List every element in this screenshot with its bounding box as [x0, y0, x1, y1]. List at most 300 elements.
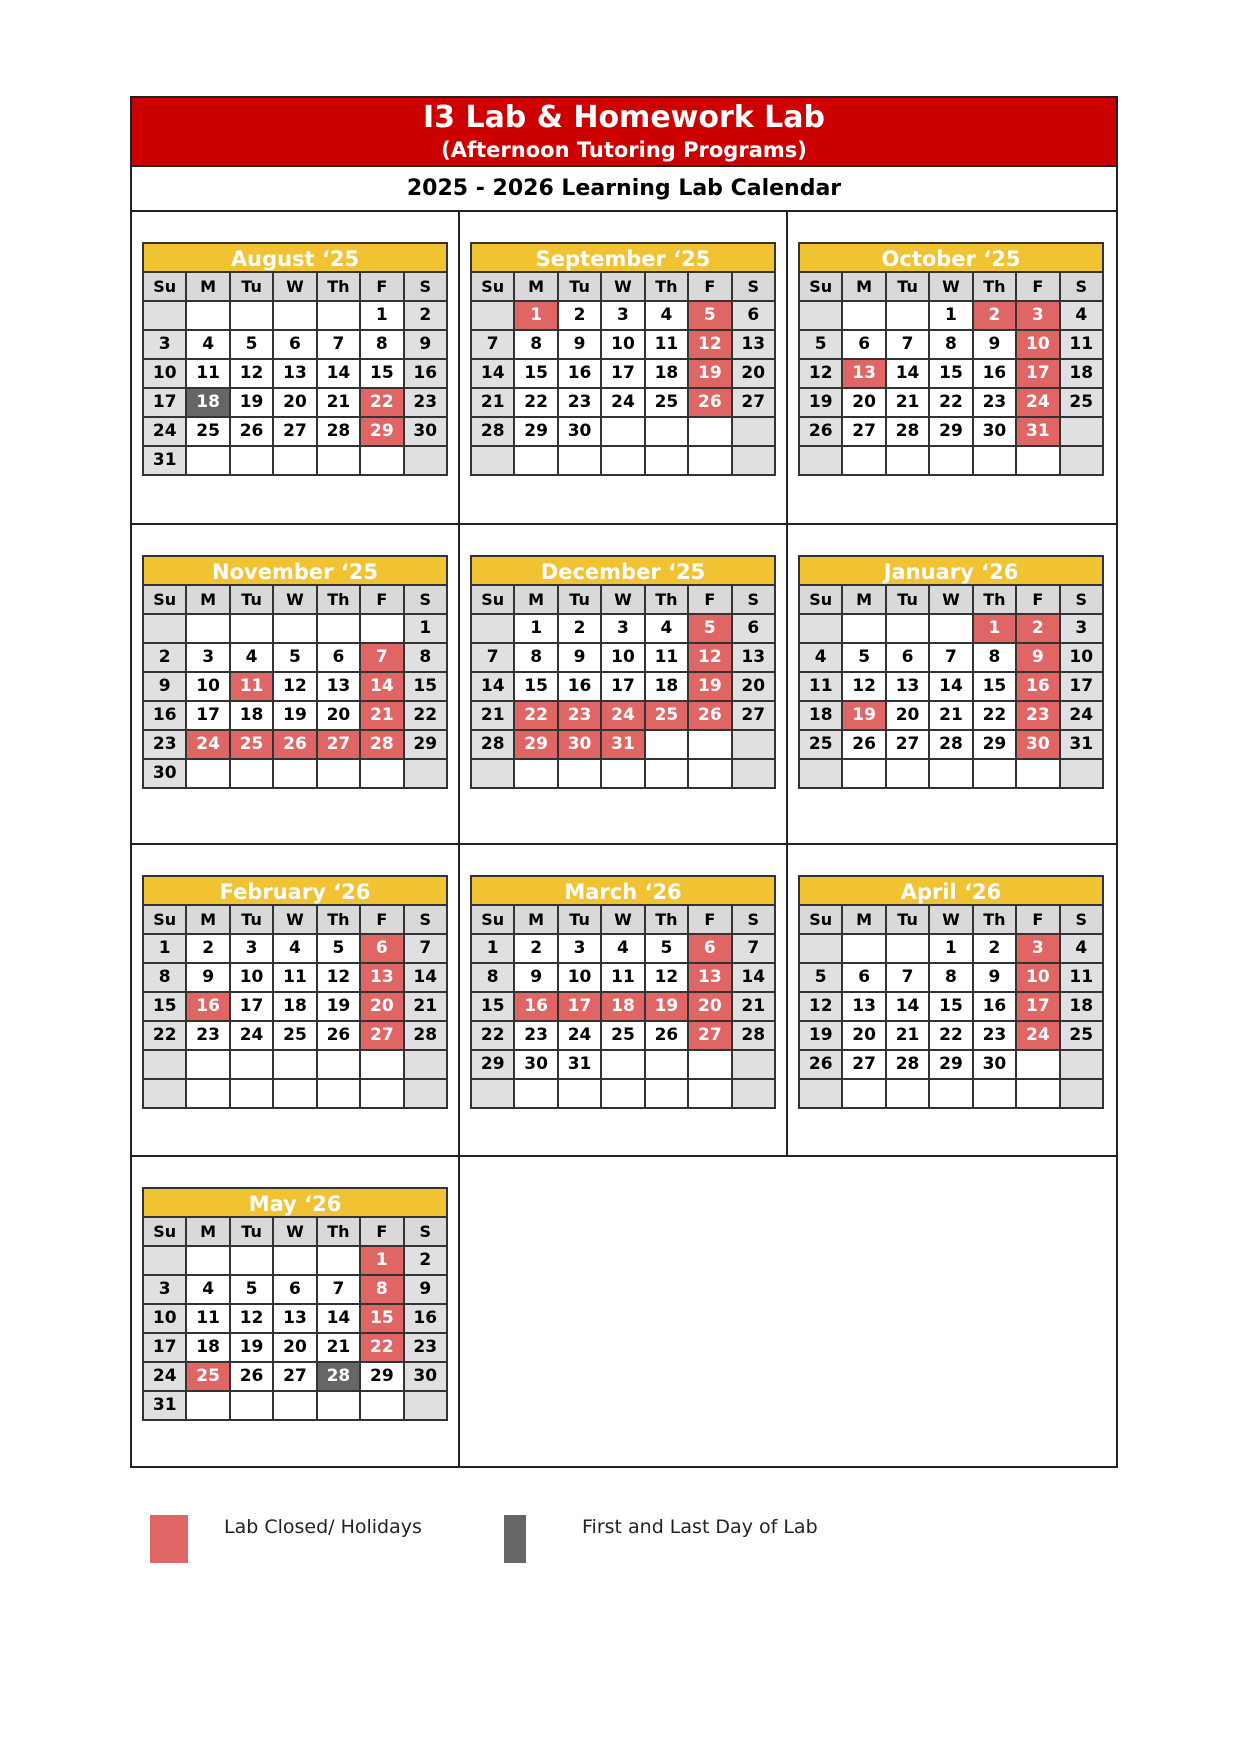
- day-cell: 12: [799, 359, 842, 388]
- day-cell: 10: [186, 672, 229, 701]
- day-cell: 20: [360, 992, 403, 1021]
- weekday-header: M: [186, 1217, 229, 1246]
- day-cell: 2: [514, 934, 557, 963]
- day-cell: 30: [404, 1362, 447, 1391]
- day-cell: 2: [558, 614, 601, 643]
- day-cell: 22: [929, 1021, 972, 1050]
- day-cell: 8: [360, 330, 403, 359]
- weekday-header: W: [929, 585, 972, 614]
- day-cell: 17: [1016, 992, 1059, 1021]
- weekday-header: F: [1016, 585, 1059, 614]
- day-cell: 12: [273, 672, 316, 701]
- empty-day-cell: [186, 301, 229, 330]
- month-calendar: [142, 242, 448, 476]
- day-cell: 7: [317, 330, 360, 359]
- day-cell: 20: [317, 701, 360, 730]
- day-cell: 12: [688, 643, 731, 672]
- empty-day-cell: [842, 301, 885, 330]
- empty-day-cell: [799, 301, 842, 330]
- day-cell: 22: [143, 1021, 186, 1050]
- weekday-header: M: [186, 585, 229, 614]
- day-cell: 13: [886, 672, 929, 701]
- day-cell: 25: [186, 417, 229, 446]
- month-grid: [142, 271, 448, 476]
- day-cell: 10: [601, 330, 644, 359]
- legend: [0, 1515, 1242, 1563]
- day-cell: 7: [360, 643, 403, 672]
- weekday-header: F: [688, 905, 731, 934]
- day-cell: 13: [732, 643, 775, 672]
- day-cell: 12: [230, 359, 273, 388]
- day-cell: 3: [601, 301, 644, 330]
- month-title: November ‘25: [142, 555, 448, 584]
- weekday-header: W: [273, 585, 316, 614]
- day-cell: 11: [230, 672, 273, 701]
- empty-day-cell: [230, 301, 273, 330]
- month-title: December ‘25: [470, 555, 776, 584]
- empty-day-cell: [799, 614, 842, 643]
- day-cell: 20: [842, 1021, 885, 1050]
- day-cell: 7: [886, 963, 929, 992]
- day-cell: 27: [688, 1021, 731, 1050]
- empty-day-cell: [558, 759, 601, 788]
- day-cell: 28: [317, 1362, 360, 1391]
- day-cell: 26: [688, 701, 731, 730]
- day-cell: 10: [143, 359, 186, 388]
- empty-day-cell: [317, 1246, 360, 1275]
- month-cell: [132, 1157, 460, 1466]
- month-grid: [142, 904, 448, 1109]
- empty-day-cell: [514, 759, 557, 788]
- empty-day-cell: [688, 1079, 731, 1108]
- day-cell: 1: [973, 614, 1016, 643]
- day-cell: 3: [1016, 301, 1059, 330]
- day-cell: 1: [929, 934, 972, 963]
- day-cell: 30: [1016, 730, 1059, 759]
- day-cell: 5: [688, 614, 731, 643]
- day-cell: 4: [230, 643, 273, 672]
- day-cell: 31: [558, 1050, 601, 1079]
- day-cell: 30: [558, 417, 601, 446]
- empty-day-cell: [929, 614, 972, 643]
- empty-day-cell: [273, 301, 316, 330]
- day-cell: 9: [973, 330, 1016, 359]
- weekday-header: S: [404, 272, 447, 301]
- empty-day-cell: [273, 1246, 316, 1275]
- weekday-header: Th: [973, 585, 1016, 614]
- weekday-header: Th: [317, 1217, 360, 1246]
- day-cell: 14: [732, 963, 775, 992]
- month-calendar: [798, 555, 1104, 789]
- day-cell: 10: [558, 963, 601, 992]
- title-banner: [132, 98, 1116, 167]
- weekday-header: Tu: [558, 905, 601, 934]
- empty-day-cell: [973, 1079, 1016, 1108]
- day-cell: 10: [230, 963, 273, 992]
- day-cell: 7: [317, 1275, 360, 1304]
- day-cell: 11: [645, 643, 688, 672]
- empty-day-cell: [143, 1050, 186, 1079]
- day-cell: 31: [601, 730, 644, 759]
- day-cell: 21: [886, 388, 929, 417]
- day-cell: 25: [1060, 1021, 1103, 1050]
- empty-day-cell: [143, 1079, 186, 1108]
- day-cell: 12: [688, 330, 731, 359]
- day-cell: 15: [973, 672, 1016, 701]
- empty-day-cell: [1016, 1050, 1059, 1079]
- month-grid: [798, 271, 1104, 476]
- day-cell: 24: [230, 1021, 273, 1050]
- empty-day-cell: [317, 614, 360, 643]
- weekday-header: W: [601, 272, 644, 301]
- day-cell: 27: [273, 1362, 316, 1391]
- empty-day-cell: [886, 759, 929, 788]
- weekday-header: S: [404, 905, 447, 934]
- day-cell: 23: [143, 730, 186, 759]
- day-cell: 3: [558, 934, 601, 963]
- day-cell: 5: [273, 643, 316, 672]
- day-cell: 14: [886, 992, 929, 1021]
- day-cell: 18: [186, 1333, 229, 1362]
- day-cell: 10: [1016, 963, 1059, 992]
- weekday-header: W: [601, 585, 644, 614]
- month-title: September ‘25: [470, 242, 776, 271]
- day-cell: 15: [514, 672, 557, 701]
- day-cell: 2: [404, 1246, 447, 1275]
- weekday-header: F: [688, 585, 731, 614]
- empty-day-cell: [230, 1079, 273, 1108]
- empty-day-cell: [886, 1079, 929, 1108]
- day-cell: 24: [1016, 1021, 1059, 1050]
- empty-day-cell: [886, 301, 929, 330]
- empty-day-cell: [732, 759, 775, 788]
- day-cell: 24: [186, 730, 229, 759]
- empty-day-cell: [230, 1391, 273, 1420]
- day-cell: 11: [186, 359, 229, 388]
- day-cell: 1: [514, 301, 557, 330]
- day-cell: 16: [558, 672, 601, 701]
- weekday-header: S: [732, 272, 775, 301]
- months-row: [132, 525, 1116, 845]
- day-cell: 5: [230, 1275, 273, 1304]
- day-cell: 6: [732, 614, 775, 643]
- empty-day-cell: [799, 446, 842, 475]
- day-cell: 25: [273, 1021, 316, 1050]
- weekday-header: Su: [143, 1217, 186, 1246]
- day-cell: 19: [230, 1333, 273, 1362]
- day-cell: 5: [799, 330, 842, 359]
- month-title: February ‘26: [142, 875, 448, 904]
- day-cell: 11: [799, 672, 842, 701]
- day-cell: 9: [1016, 643, 1059, 672]
- day-cell: 30: [973, 1050, 1016, 1079]
- day-cell: 4: [1060, 934, 1103, 963]
- month-calendar: [142, 1187, 448, 1421]
- weekday-header: Su: [471, 272, 514, 301]
- day-cell: 13: [360, 963, 403, 992]
- day-cell: 28: [886, 1050, 929, 1079]
- day-cell: 20: [842, 388, 885, 417]
- day-cell: 27: [360, 1021, 403, 1050]
- day-cell: 17: [1016, 359, 1059, 388]
- day-cell: 8: [973, 643, 1016, 672]
- day-cell: 27: [842, 1050, 885, 1079]
- day-cell: 1: [404, 614, 447, 643]
- day-cell: 26: [799, 417, 842, 446]
- day-cell: 1: [514, 614, 557, 643]
- day-cell: 29: [929, 1050, 972, 1079]
- day-cell: 7: [471, 643, 514, 672]
- weekday-header: Th: [645, 905, 688, 934]
- weekday-header: S: [404, 585, 447, 614]
- day-cell: 27: [732, 701, 775, 730]
- day-cell: 18: [186, 388, 229, 417]
- empty-day-cell: [799, 1079, 842, 1108]
- empty-day-cell: [601, 1079, 644, 1108]
- empty-day-cell: [799, 934, 842, 963]
- day-cell: 28: [404, 1021, 447, 1050]
- day-cell: 20: [273, 388, 316, 417]
- day-cell: 22: [471, 1021, 514, 1050]
- months-row: [132, 212, 1116, 525]
- day-cell: 6: [886, 643, 929, 672]
- day-cell: 6: [842, 963, 885, 992]
- day-cell: 18: [1060, 992, 1103, 1021]
- weekday-header: M: [514, 272, 557, 301]
- empty-day-cell: [186, 759, 229, 788]
- empty-day-cell: [404, 1079, 447, 1108]
- day-cell: 6: [273, 1275, 316, 1304]
- day-cell: 16: [558, 359, 601, 388]
- day-cell: 6: [360, 934, 403, 963]
- day-cell: 14: [929, 672, 972, 701]
- day-cell: 11: [1060, 330, 1103, 359]
- day-cell: 29: [973, 730, 1016, 759]
- day-cell: 8: [360, 1275, 403, 1304]
- closed-legend-label: Lab Closed/ Holidays: [224, 1516, 422, 1538]
- month-calendar: [798, 242, 1104, 476]
- empty-day-cell: [688, 730, 731, 759]
- empty-day-cell: [317, 759, 360, 788]
- day-cell: 24: [601, 388, 644, 417]
- day-cell: 16: [973, 359, 1016, 388]
- empty-day-cell: [842, 1079, 885, 1108]
- day-cell: 25: [645, 701, 688, 730]
- day-cell: 22: [360, 388, 403, 417]
- empty-day-cell: [273, 614, 316, 643]
- day-cell: 12: [230, 1304, 273, 1333]
- empty-day-cell: [230, 1246, 273, 1275]
- day-cell: 16: [143, 701, 186, 730]
- day-cell: 31: [1016, 417, 1059, 446]
- day-cell: 14: [317, 1304, 360, 1333]
- day-cell: 17: [558, 992, 601, 1021]
- day-cell: 19: [273, 701, 316, 730]
- empty-day-cell: [973, 759, 1016, 788]
- empty-day-cell: [471, 446, 514, 475]
- weekday-header: Tu: [230, 1217, 273, 1246]
- day-cell: 27: [842, 417, 885, 446]
- empty-day-cell: [1060, 759, 1103, 788]
- empty-day-cell: [645, 446, 688, 475]
- weekday-header: F: [360, 905, 403, 934]
- day-cell: 24: [1060, 701, 1103, 730]
- day-cell: 17: [186, 701, 229, 730]
- weekday-header: W: [601, 905, 644, 934]
- day-cell: 26: [688, 388, 731, 417]
- weekday-header: Su: [143, 272, 186, 301]
- day-cell: 23: [1016, 701, 1059, 730]
- month-calendar: [142, 555, 448, 789]
- day-cell: 26: [230, 417, 273, 446]
- day-cell: 25: [186, 1362, 229, 1391]
- day-cell: 3: [230, 934, 273, 963]
- day-cell: 28: [929, 730, 972, 759]
- empty-day-cell: [514, 1079, 557, 1108]
- day-cell: 20: [886, 701, 929, 730]
- day-cell: 4: [645, 301, 688, 330]
- empty-day-cell: [842, 759, 885, 788]
- day-cell: 6: [842, 330, 885, 359]
- day-cell: 19: [317, 992, 360, 1021]
- day-cell: 12: [645, 963, 688, 992]
- day-cell: 19: [799, 388, 842, 417]
- day-cell: 15: [143, 992, 186, 1021]
- day-cell: 7: [732, 934, 775, 963]
- day-cell: 31: [143, 1391, 186, 1420]
- empty-day-cell: [317, 446, 360, 475]
- day-cell: 18: [645, 359, 688, 388]
- day-cell: 27: [732, 388, 775, 417]
- day-cell: 4: [1060, 301, 1103, 330]
- month-cell: [460, 212, 788, 523]
- day-cell: 12: [799, 992, 842, 1021]
- empty-day-cell: [230, 1050, 273, 1079]
- empty-day-cell: [732, 730, 775, 759]
- empty-day-cell: [1016, 1079, 1059, 1108]
- day-cell: 17: [143, 388, 186, 417]
- day-cell: 9: [143, 672, 186, 701]
- empty-day-cell: [143, 301, 186, 330]
- empty-day-cell: [1060, 1079, 1103, 1108]
- day-cell: 29: [360, 417, 403, 446]
- month-calendar: [470, 875, 776, 1109]
- empty-day-cell: [404, 1050, 447, 1079]
- day-cell: 5: [230, 330, 273, 359]
- empty-day-cell: [558, 1079, 601, 1108]
- weekday-header: S: [404, 1217, 447, 1246]
- empty-day-cell: [186, 446, 229, 475]
- empty-day-cell: [645, 730, 688, 759]
- day-cell: 30: [514, 1050, 557, 1079]
- month-cell: [788, 212, 1116, 523]
- empty-day-cell: [732, 1079, 775, 1108]
- empty-day-cell: [645, 1079, 688, 1108]
- day-cell: 20: [732, 672, 775, 701]
- day-cell: 8: [514, 330, 557, 359]
- day-cell: 28: [732, 1021, 775, 1050]
- month-calendar: [470, 242, 776, 476]
- day-cell: 15: [360, 359, 403, 388]
- day-cell: 1: [143, 934, 186, 963]
- weekday-header: M: [186, 272, 229, 301]
- day-cell: 29: [514, 417, 557, 446]
- month-title: January ‘26: [798, 555, 1104, 584]
- page-title: I3 Lab & Homework Lab: [422, 100, 826, 135]
- day-cell: 18: [1060, 359, 1103, 388]
- day-cell: 6: [732, 301, 775, 330]
- weekday-header: Tu: [886, 585, 929, 614]
- day-cell: 26: [317, 1021, 360, 1050]
- month-grid: [798, 904, 1104, 1109]
- day-cell: 21: [471, 701, 514, 730]
- month-title: October ‘25: [798, 242, 1104, 271]
- empty-day-cell: [230, 759, 273, 788]
- month-title: March ‘26: [470, 875, 776, 904]
- day-cell: 22: [514, 701, 557, 730]
- day-cell: 3: [1060, 614, 1103, 643]
- month-calendar: [142, 875, 448, 1109]
- day-cell: 13: [842, 992, 885, 1021]
- day-cell: 26: [799, 1050, 842, 1079]
- day-cell: 25: [799, 730, 842, 759]
- empty-day-cell: [842, 446, 885, 475]
- weekday-header: F: [688, 272, 731, 301]
- day-cell: 28: [360, 730, 403, 759]
- day-cell: 24: [143, 1362, 186, 1391]
- weekday-header: M: [514, 585, 557, 614]
- empty-day-cell: [973, 446, 1016, 475]
- month-grid: [142, 1216, 448, 1421]
- empty-day-cell: [645, 759, 688, 788]
- day-cell: 26: [230, 1362, 273, 1391]
- day-cell: 18: [645, 672, 688, 701]
- day-cell: 9: [404, 1275, 447, 1304]
- day-cell: 23: [186, 1021, 229, 1050]
- day-cell: 29: [360, 1362, 403, 1391]
- weekday-header: Tu: [886, 272, 929, 301]
- day-cell: 20: [732, 359, 775, 388]
- empty-day-cell: [688, 417, 731, 446]
- weekday-header: W: [273, 1217, 316, 1246]
- day-cell: 3: [143, 1275, 186, 1304]
- day-cell: 31: [1060, 730, 1103, 759]
- day-cell: 1: [929, 301, 972, 330]
- day-cell: 4: [601, 934, 644, 963]
- day-cell: 21: [732, 992, 775, 1021]
- day-cell: 22: [973, 701, 1016, 730]
- day-cell: 18: [601, 992, 644, 1021]
- weekday-header: S: [1060, 272, 1103, 301]
- months-row: [132, 845, 1116, 1157]
- month-calendar: [798, 875, 1104, 1109]
- day-cell: 26: [273, 730, 316, 759]
- day-cell: 7: [471, 330, 514, 359]
- day-cell: 2: [558, 301, 601, 330]
- empty-day-cell: [273, 1050, 316, 1079]
- weekday-header: Th: [317, 905, 360, 934]
- day-cell: 2: [186, 934, 229, 963]
- day-cell: 21: [317, 1333, 360, 1362]
- empty-day-cell: [688, 446, 731, 475]
- calendar-title: 2025 - 2026 Learning Lab Calendar: [132, 167, 1116, 212]
- day-cell: 15: [404, 672, 447, 701]
- day-cell: 7: [404, 934, 447, 963]
- first-last-swatch: [504, 1515, 526, 1563]
- first-last-legend-label: First and Last Day of Lab: [582, 1516, 818, 1538]
- empty-day-cell: [842, 934, 885, 963]
- day-cell: 15: [929, 359, 972, 388]
